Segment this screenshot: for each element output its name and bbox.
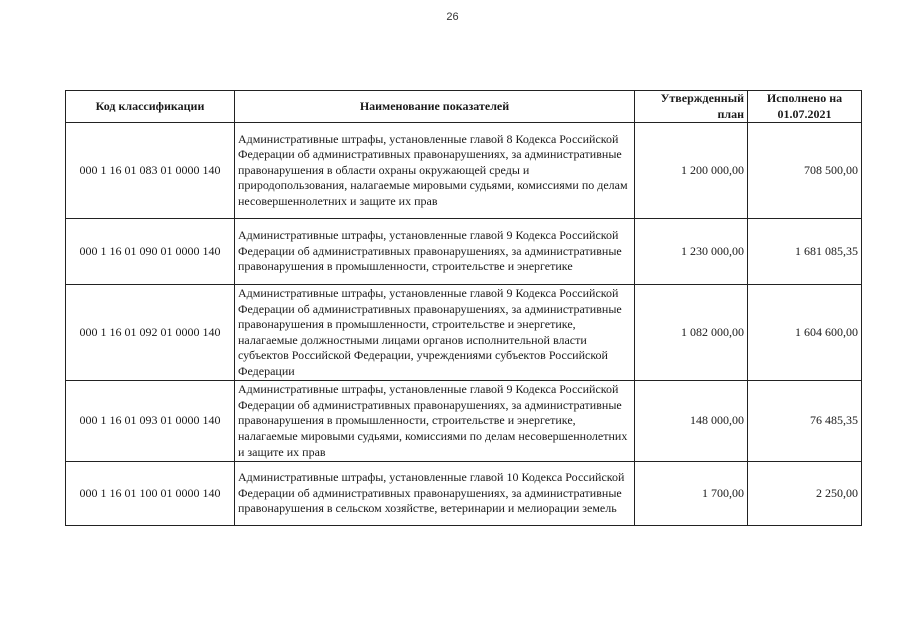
- table-row: [66, 285, 862, 381]
- header-plan-line2: план: [717, 106, 744, 121]
- table-row: [66, 219, 862, 285]
- executed-cell: 2 250,00: [748, 462, 862, 526]
- executed-cell: 708 500,00: [748, 123, 862, 219]
- approved-plan-cell: 1 230 000,00: [635, 219, 748, 285]
- executed-cell: 76 485,35: [748, 381, 862, 462]
- classification-code-cell: 000 1 16 01 100 01 0000 140: [66, 462, 235, 526]
- indicator-name-cell: Административные штрафы, установленные главой 9 Кодекса Российской Федерации об административных правонарушениях, за административные правонарушения в промышленности, строительстве и энергетике: [235, 219, 635, 285]
- header-indicator-name: [235, 91, 635, 123]
- header-approved-plan: [635, 91, 748, 123]
- approved-plan-cell: 148 000,00: [635, 381, 748, 462]
- classification-code-cell: 000 1 16 01 093 01 0000 140: [66, 381, 235, 462]
- approved-plan-cell: 1 082 000,00: [635, 285, 748, 381]
- header-executed: [748, 91, 862, 123]
- header-name-label: Наименование показателей: [359, 98, 510, 113]
- table-row: [66, 381, 862, 462]
- approved-plan-cell: 1 200 000,00: [635, 123, 748, 219]
- indicator-name-cell: Административные штрафы, установленные главой 10 Кодекса Российской Федерации об административных правонарушениях, за административные правонарушения в сельском хозяйстве, ветеринарии и мелиорации земель: [235, 462, 635, 526]
- indicator-name-cell: Административные штрафы, установленные главой 9 Кодекса Российской Федерации об административных правонарушениях, за административные правонарушения в промышленности, строительстве и энергетике, налагаемые должностными лицами органов исполнительной власти субъектов Российской Федерации, учреждениями субъектов Российской Федерации: [235, 285, 635, 381]
- table-header-row: [66, 91, 862, 123]
- header-plan-line1: Утвержденный: [660, 91, 744, 105]
- table-row: [66, 123, 862, 219]
- approved-plan-cell: 1 700,00: [635, 462, 748, 526]
- executed-cell: 1 604 600,00: [748, 285, 862, 381]
- indicator-name-cell: Административные штрафы, установленные главой 8 Кодекса Российской Федерации об административных правонарушениях, за административные правонарушения в области охраны окружающей среды и природопользования, налагаемые мировыми судьями, комиссиями по делам несовершеннолетних и защите их прав: [235, 123, 635, 219]
- executed-cell: 1 681 085,35: [748, 219, 862, 285]
- page-number: 26: [446, 11, 459, 23]
- budget-table: [65, 90, 862, 526]
- header-classification-code: [66, 91, 235, 123]
- header-code-label: Код классификации: [95, 98, 205, 113]
- header-done-line1: Исполнено на: [766, 91, 843, 105]
- table-row: [66, 462, 862, 526]
- classification-code-cell: 000 1 16 01 090 01 0000 140: [66, 219, 235, 285]
- header-done-line2: 01.07.2021: [777, 106, 832, 121]
- indicator-name-cell: Административные штрафы, установленные главой 9 Кодекса Российской Федерации об административных правонарушениях, за административные правонарушения в промышленности, строительстве и энергетике, налагаемые мировыми судьями, комиссиями по делам несовершеннолетних и защите их прав: [235, 381, 635, 462]
- classification-code-cell: 000 1 16 01 083 01 0000 140: [66, 123, 235, 219]
- classification-code-cell: 000 1 16 01 092 01 0000 140: [66, 285, 235, 381]
